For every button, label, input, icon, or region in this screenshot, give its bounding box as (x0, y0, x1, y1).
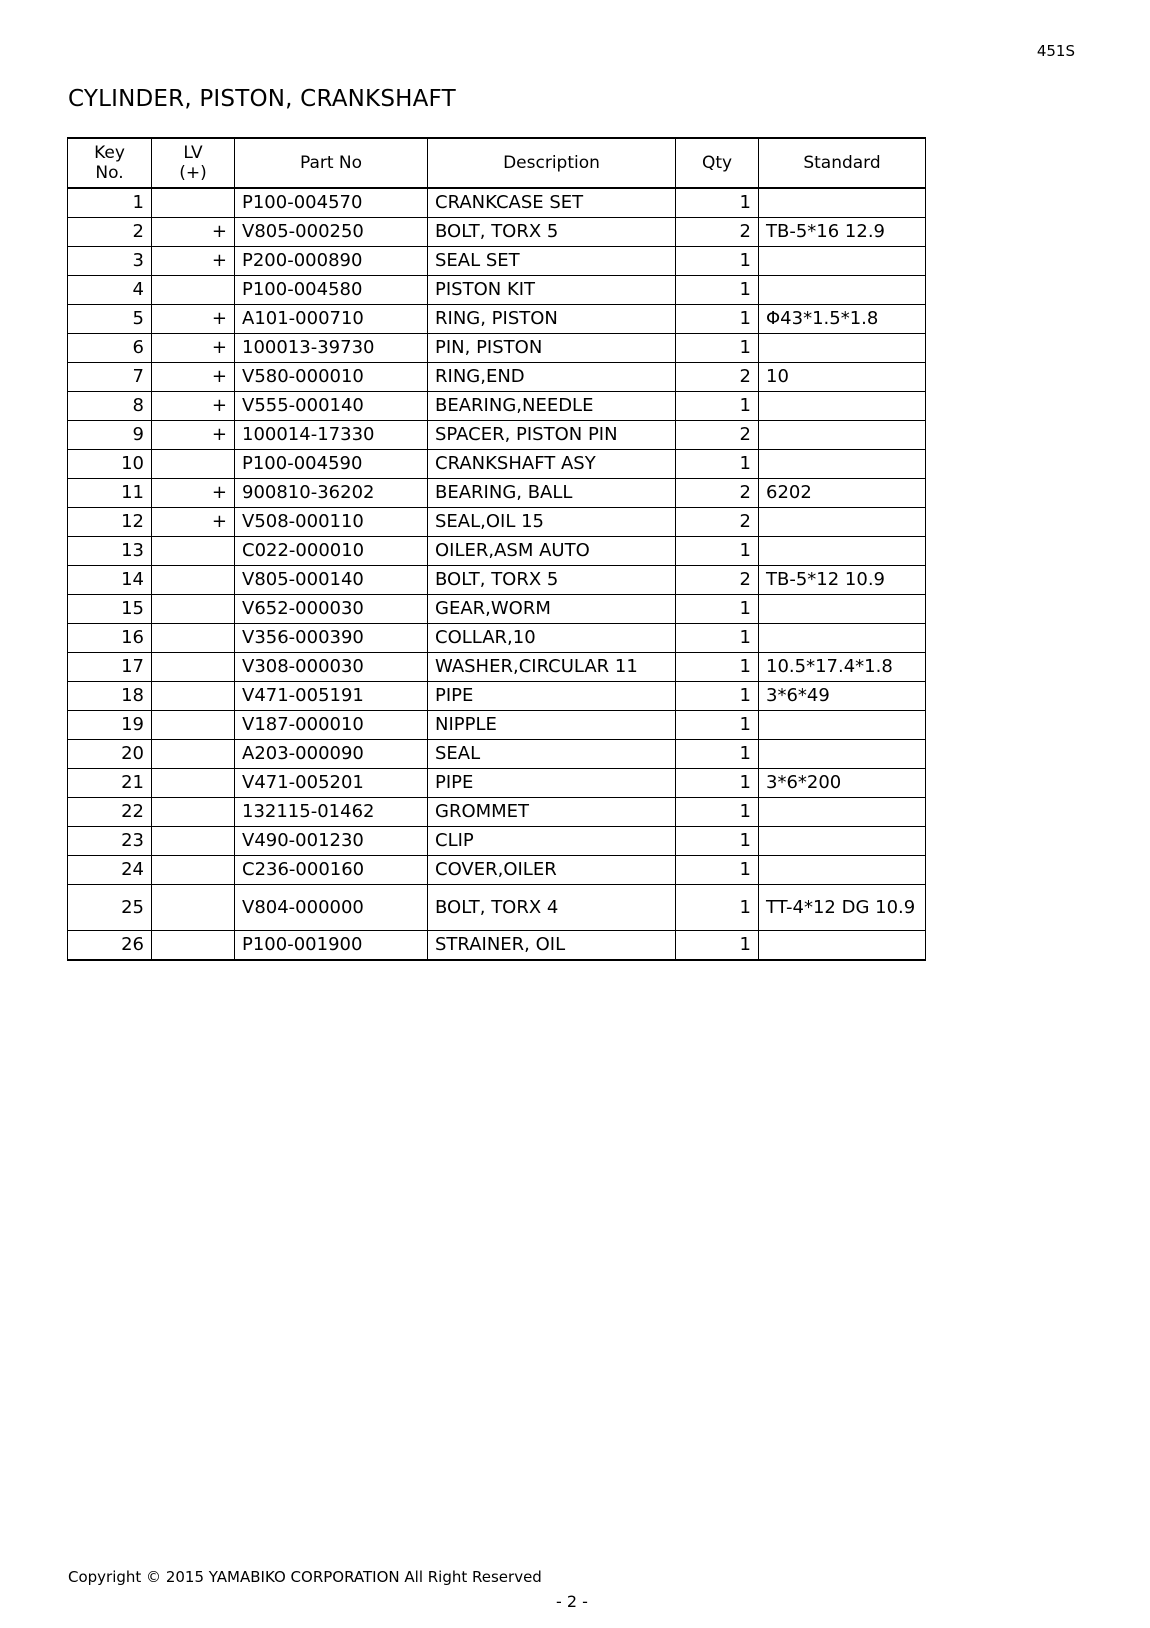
cell-lv (152, 931, 235, 961)
table-row (68, 218, 926, 247)
cell-part-no: P100-004580 (235, 276, 428, 305)
cell-key-no: 25 (68, 885, 152, 931)
cell-description: COLLAR,10 (428, 624, 676, 653)
cell-description: SPACER, PISTON PIN (428, 421, 676, 450)
cell-standard (759, 711, 926, 740)
table-row (68, 595, 926, 624)
cell-standard: 3*6*49 (759, 682, 926, 711)
cell-standard: Φ43*1.5*1.8 (759, 305, 926, 334)
cell-part-no: V804-000000 (235, 885, 428, 931)
cell-key-no: 23 (68, 827, 152, 856)
table-row (68, 566, 926, 595)
cell-part-no: 100013-39730 (235, 334, 428, 363)
cell-part-no: P100-004590 (235, 450, 428, 479)
cell-standard: 3*6*200 (759, 769, 926, 798)
cell-lv: + (152, 334, 235, 363)
cell-part-no: V187-000010 (235, 711, 428, 740)
cell-part-no: P100-004570 (235, 188, 428, 218)
cell-part-no: V580-000010 (235, 363, 428, 392)
cell-part-no: V805-000250 (235, 218, 428, 247)
cell-key-no: 24 (68, 856, 152, 885)
header-key-no (68, 138, 152, 188)
table-row (68, 711, 926, 740)
cell-description: SEAL SET (428, 247, 676, 276)
cell-key-no: 5 (68, 305, 152, 334)
cell-qty: 1 (676, 334, 759, 363)
cell-key-no: 13 (68, 537, 152, 566)
cell-part-no: V508-000110 (235, 508, 428, 537)
cell-key-no: 8 (68, 392, 152, 421)
cell-key-no: 6 (68, 334, 152, 363)
header-key-line1: Key (94, 143, 125, 163)
cell-description: BOLT, TORX 5 (428, 218, 676, 247)
cell-qty: 1 (676, 624, 759, 653)
table-row (68, 931, 926, 961)
cell-part-no: V356-000390 (235, 624, 428, 653)
header-lv-line1: LV (183, 143, 203, 163)
cell-description: CLIP (428, 827, 676, 856)
cell-description: COVER,OILER (428, 856, 676, 885)
cell-qty: 1 (676, 537, 759, 566)
table-row (68, 479, 926, 508)
cell-key-no: 4 (68, 276, 152, 305)
table-row (68, 798, 926, 827)
cell-qty: 2 (676, 508, 759, 537)
copyright-notice: Copyright © 2015 YAMABIKO CORPORATION All Right Reserved (68, 1568, 542, 1586)
cell-part-no: P100-001900 (235, 931, 428, 961)
cell-standard (759, 856, 926, 885)
table-row (68, 247, 926, 276)
table-row (68, 537, 926, 566)
cell-qty: 1 (676, 595, 759, 624)
cell-key-no: 22 (68, 798, 152, 827)
cell-lv: + (152, 305, 235, 334)
cell-qty: 1 (676, 247, 759, 276)
cell-description: PIPE (428, 682, 676, 711)
cell-qty: 1 (676, 740, 759, 769)
cell-part-no: V555-000140 (235, 392, 428, 421)
cell-part-no: A203-000090 (235, 740, 428, 769)
header-lv-line2: (+) (179, 163, 207, 183)
cell-qty: 1 (676, 188, 759, 218)
cell-qty: 2 (676, 421, 759, 450)
cell-lv (152, 537, 235, 566)
cell-description: SEAL (428, 740, 676, 769)
table-row (68, 856, 926, 885)
cell-lv (152, 566, 235, 595)
cell-description: BOLT, TORX 5 (428, 566, 676, 595)
model-code: 451S (1036, 42, 1075, 60)
cell-qty: 1 (676, 392, 759, 421)
cell-description: BOLT, TORX 4 (428, 885, 676, 931)
cell-key-no: 9 (68, 421, 152, 450)
cell-lv: + (152, 247, 235, 276)
cell-description: PISTON KIT (428, 276, 676, 305)
table-header-row (68, 138, 926, 188)
table-row (68, 624, 926, 653)
table-row (68, 827, 926, 856)
cell-description: CRANKSHAFT ASY (428, 450, 676, 479)
cell-standard: 10 (759, 363, 926, 392)
cell-lv: + (152, 392, 235, 421)
cell-description: NIPPLE (428, 711, 676, 740)
cell-description: GROMMET (428, 798, 676, 827)
cell-lv (152, 740, 235, 769)
cell-standard: TT-4*12 DG 10.9 (759, 885, 926, 931)
cell-standard (759, 827, 926, 856)
cell-standard: TB-5*12 10.9 (759, 566, 926, 595)
cell-standard (759, 392, 926, 421)
table-row (68, 305, 926, 334)
cell-key-no: 18 (68, 682, 152, 711)
cell-description: OILER,ASM AUTO (428, 537, 676, 566)
cell-standard (759, 334, 926, 363)
cell-standard: 6202 (759, 479, 926, 508)
header-qty: Qty (676, 138, 759, 188)
table-row (68, 421, 926, 450)
cell-lv (152, 595, 235, 624)
cell-qty: 1 (676, 931, 759, 961)
cell-qty: 2 (676, 218, 759, 247)
cell-key-no: 14 (68, 566, 152, 595)
cell-standard (759, 508, 926, 537)
cell-standard (759, 188, 926, 218)
cell-standard: TB-5*16 12.9 (759, 218, 926, 247)
cell-lv (152, 827, 235, 856)
table-row (68, 188, 926, 218)
cell-key-no: 16 (68, 624, 152, 653)
cell-qty: 1 (676, 682, 759, 711)
cell-part-no: V805-000140 (235, 566, 428, 595)
cell-lv (152, 769, 235, 798)
cell-part-no: 900810-36202 (235, 479, 428, 508)
cell-description: PIN, PISTON (428, 334, 676, 363)
cell-part-no: A101-000710 (235, 305, 428, 334)
cell-description: CRANKCASE SET (428, 188, 676, 218)
cell-lv (152, 276, 235, 305)
cell-key-no: 15 (68, 595, 152, 624)
cell-qty: 1 (676, 653, 759, 682)
cell-qty: 1 (676, 450, 759, 479)
cell-part-no: V471-005191 (235, 682, 428, 711)
cell-key-no: 20 (68, 740, 152, 769)
cell-qty: 2 (676, 363, 759, 392)
cell-qty: 2 (676, 566, 759, 595)
cell-standard (759, 931, 926, 961)
cell-qty: 1 (676, 827, 759, 856)
cell-description: STRAINER, OIL (428, 931, 676, 961)
cell-part-no: V308-000030 (235, 653, 428, 682)
header-description: Description (428, 138, 676, 188)
parts-table-body (68, 188, 926, 960)
header-standard: Standard (759, 138, 926, 188)
header-key-line2: No. (95, 163, 124, 183)
cell-standard (759, 537, 926, 566)
cell-standard (759, 624, 926, 653)
cell-standard (759, 421, 926, 450)
cell-part-no: P200-000890 (235, 247, 428, 276)
cell-lv: + (152, 218, 235, 247)
cell-part-no: V471-005201 (235, 769, 428, 798)
cell-part-no: V490-001230 (235, 827, 428, 856)
cell-lv (152, 624, 235, 653)
cell-key-no: 3 (68, 247, 152, 276)
header-lv (152, 138, 235, 188)
cell-lv: + (152, 508, 235, 537)
cell-key-no: 11 (68, 479, 152, 508)
cell-lv (152, 798, 235, 827)
cell-qty: 1 (676, 856, 759, 885)
cell-lv (152, 653, 235, 682)
cell-qty: 1 (676, 885, 759, 931)
cell-qty: 1 (676, 276, 759, 305)
table-row (68, 682, 926, 711)
cell-lv (152, 450, 235, 479)
cell-standard (759, 276, 926, 305)
cell-description: WASHER,CIRCULAR 11 (428, 653, 676, 682)
page-title: CYLINDER, PISTON, CRANKSHAFT (68, 86, 456, 112)
cell-lv (152, 682, 235, 711)
parts-table (67, 137, 926, 961)
cell-qty: 1 (676, 798, 759, 827)
cell-key-no: 19 (68, 711, 152, 740)
cell-part-no: 100014-17330 (235, 421, 428, 450)
cell-lv: + (152, 363, 235, 392)
table-row (68, 508, 926, 537)
table-row (68, 276, 926, 305)
cell-description: RING, PISTON (428, 305, 676, 334)
cell-description: BEARING, BALL (428, 479, 676, 508)
cell-part-no: C236-000160 (235, 856, 428, 885)
cell-standard (759, 450, 926, 479)
cell-key-no: 7 (68, 363, 152, 392)
cell-description: SEAL,OIL 15 (428, 508, 676, 537)
cell-key-no: 17 (68, 653, 152, 682)
header-part-no: Part No (235, 138, 428, 188)
page-number: - 2 - (556, 1592, 588, 1611)
cell-lv (152, 711, 235, 740)
cell-standard (759, 798, 926, 827)
table-row (68, 363, 926, 392)
cell-key-no: 26 (68, 931, 152, 961)
cell-standard: 10.5*17.4*1.8 (759, 653, 926, 682)
cell-standard (759, 595, 926, 624)
table-row (68, 740, 926, 769)
cell-qty: 1 (676, 769, 759, 798)
cell-standard (759, 247, 926, 276)
cell-description: PIPE (428, 769, 676, 798)
cell-key-no: 12 (68, 508, 152, 537)
table-row (68, 392, 926, 421)
cell-description: RING,END (428, 363, 676, 392)
table-row (68, 450, 926, 479)
cell-description: GEAR,WORM (428, 595, 676, 624)
cell-part-no: C022-000010 (235, 537, 428, 566)
cell-lv (152, 188, 235, 218)
cell-lv: + (152, 479, 235, 508)
cell-key-no: 21 (68, 769, 152, 798)
cell-lv (152, 856, 235, 885)
cell-qty: 1 (676, 305, 759, 334)
cell-key-no: 10 (68, 450, 152, 479)
table-row (68, 334, 926, 363)
table-row (68, 885, 926, 931)
cell-part-no: 132115-01462 (235, 798, 428, 827)
table-row (68, 769, 926, 798)
cell-lv: + (152, 421, 235, 450)
cell-part-no: V652-000030 (235, 595, 428, 624)
cell-key-no: 2 (68, 218, 152, 247)
cell-description: BEARING,NEEDLE (428, 392, 676, 421)
cell-qty: 2 (676, 479, 759, 508)
cell-key-no: 1 (68, 188, 152, 218)
table-row (68, 653, 926, 682)
cell-lv (152, 885, 235, 931)
cell-qty: 1 (676, 711, 759, 740)
cell-standard (759, 740, 926, 769)
